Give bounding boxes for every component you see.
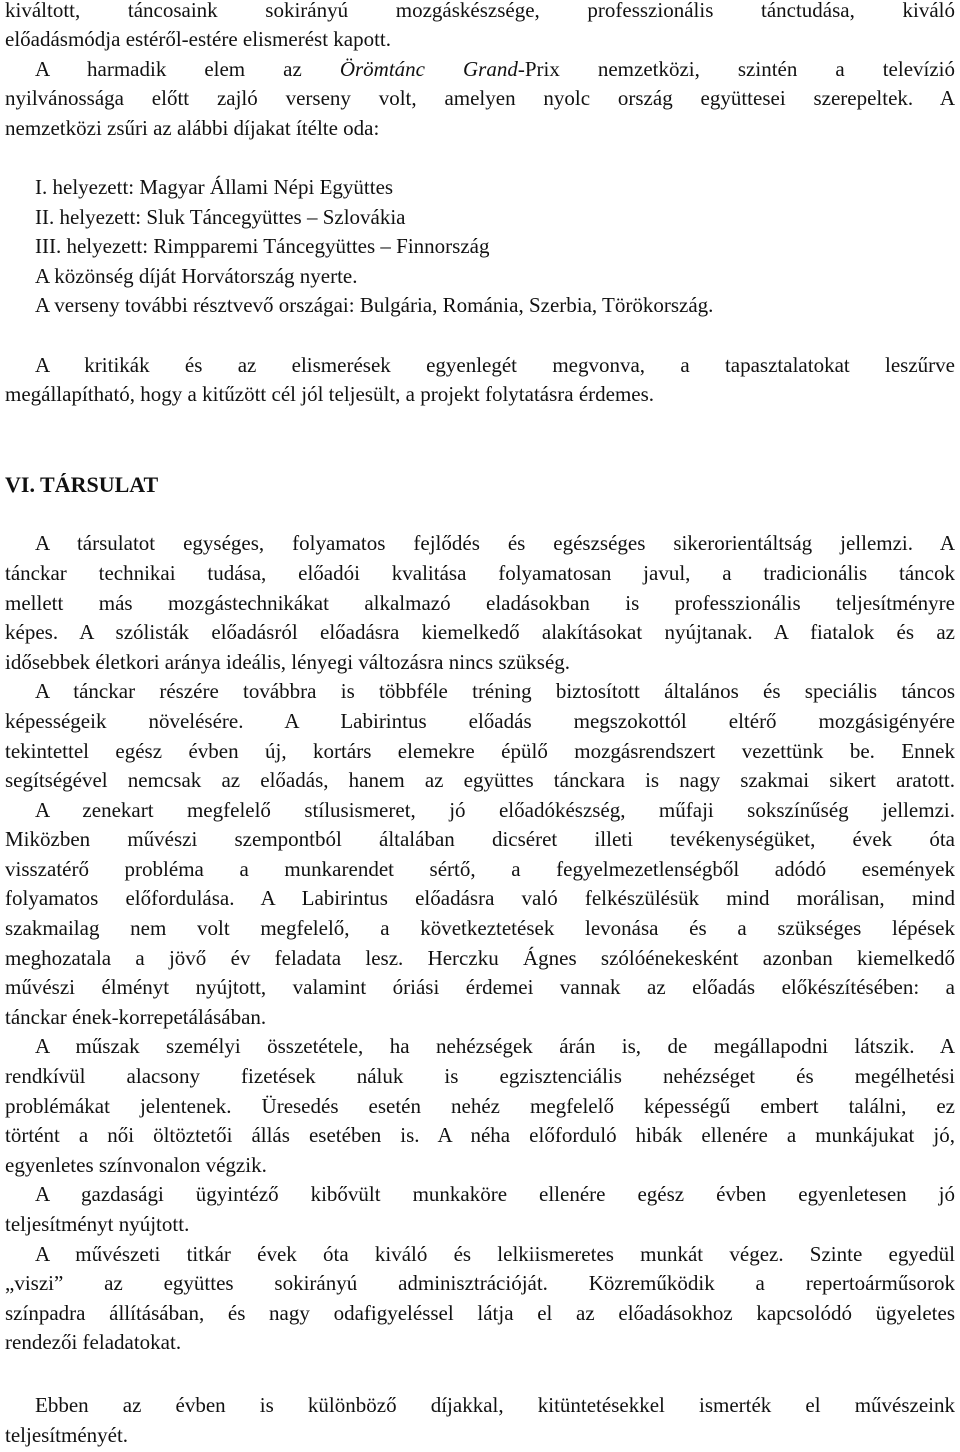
text-line: rendkívül alacsony fizetések náluk is egzisztenciális nehézséget és megélhetési [5,1064,955,1088]
result-item: III. helyezett: Rimpparemi Táncegyüttes – Finnország [35,234,490,258]
text-line: kiváltott, táncosaink sokirányú mozgáskészsége, professzionális tánctudása, kiváló [5,0,955,22]
italic-title: Örömtánc Grand [339,57,518,81]
text-line: művészi élményt nyújtott, valamint óriási érdemei vannak az előadás előkészítésében: a [5,975,955,999]
text-line: A gazdasági ügyintéző kibővült munkaköre ellenére egész évben egyenletesen jó [35,1182,955,1206]
text-line: képességeik növelésére. A Labirintus előadás megszokottól eltérő mozgásigényére [5,709,955,733]
text-line: Ebben az évben is különböző díjakkal, kitüntetésekkel ismerték el művészeink [35,1393,955,1417]
text-line: képes. A szólisták előadásról előadásra kiemelkedő alakításokat nyújtanak. A fiatalok és az [5,620,955,644]
text-run: -Prix nemzetközi, szintén a televízió [517,57,956,81]
text-line: nyilvánossága előtt zajló verseny volt, amelyen nyolc ország együttesei szerepeltek. A [5,86,955,110]
text-line: történt a női öltöztetői állás esetében is. A néha előforduló hibák ellenére a munkájukat jó, [5,1123,955,1147]
text-line: „viszi” az együttes sokirányú adminisztrációját. Közreműködik a repertoárműsorok [5,1271,955,1295]
text-line: idősebbek életkori aránya ideális, lényegi változásra nincs szükség. [5,650,571,674]
result-item: I. helyezett: Magyar Állami Népi Együttes [35,175,394,199]
text-line: visszatérő probléma a munkarendet sértő, a fegyelmezetlenségből adódó események [5,857,955,881]
text-line: A művészeti titkár évek óta kiváló és lelkiismeretes munkát végez. Szinte egyedül [35,1242,955,1266]
result-item: A verseny további résztvevő országai: Bulgária, Románia, Szerbia, Törökország. [35,293,714,317]
text-line: A kritikák és az elismerések egyenlegét megvonva, a tapasztalatokat leszűrve [35,353,955,377]
text-line: A műszak személyi összetétele, ha nehézségek árán is, de megállapodni látszik. A [35,1034,955,1058]
text-line: színpadra állításában, és nagy odafigyeléssel látja el az előadásokhoz kapcsolódó ügyeletes [5,1301,955,1325]
section-heading: VI. TÁRSULAT [5,472,159,497]
text-line: segítségével nemcsak az előadás, hanem az együttes tánckara is nagy szakmai sikert aratott. [5,768,955,792]
text-line: A tánckar részére továbbra is többféle tréning biztosított általános és speciális táncos [35,679,955,703]
text-line: előadásmódja estéről-estére elismerést kapott. [5,27,392,51]
text-line: tánckar ének-korrepetálásában. [5,1005,267,1029]
text-line: meghozatala a jövő év feladata lesz. Herczku Ágnes szólóénekesként azonban kiemelkedő [5,946,955,970]
text-line: A társulatot egységes, folyamatos fejlődés és egészséges sikerorientáltság jellemzi. A [35,531,955,555]
result-item: A közönség díját Horvátország nyerte. [35,264,358,288]
result-item: II. helyezett: Sluk Táncegyüttes – Szlovákia [35,205,406,229]
text-line: tekintettel egész évben új, kortárs elemekre épülő mozgásrendszert vezettünk be. Ennek [5,739,955,763]
text-line: A zenekart megfelelő stílusismeret, jó előadókészség, műfaji sokszínűség jellemzi. [35,798,955,822]
text-line: rendezői feladatokat. [5,1330,182,1354]
text-line: megállapítható, hogy a kitűzött cél jól teljesült, a projekt folytatásra érdemes. [5,382,655,406]
text-line: tánckar technikai tudása, előadói kvalitása folyamatosan javul, a tradicionális táncok [5,561,955,585]
text-line: folyamatos előfordulása. A Labirintus előadásra való felkészülésük mind morálisan, mind [5,886,955,910]
text-line: nemzetközi zsűri az alábbi díjakat ítélte oda: [5,116,380,140]
text-line: teljesítményét. [5,1423,129,1447]
text-line: Miközben művészi szempontból általában dicséret illeti tevékenységüket, évek óta [5,827,955,851]
text-line: szakmailag nem volt megfelelő, a következtetések levonása és a szükséges lépések [5,916,955,940]
text-line [35,55,955,84]
text-run: A harmadik elem az [35,57,340,81]
text-line: egyenletes színvonalon végzik. [5,1153,267,1177]
text-line: teljesítményt nyújtott. [5,1212,190,1236]
text-line: mellett más mozgástechnikákat alkalmazó eladásokban is professzionális teljesítményre [5,591,955,615]
text-line: problémákat jelentenek. Üresedés esetén nehéz megfelelő képességű embert találni, ez [5,1094,955,1118]
